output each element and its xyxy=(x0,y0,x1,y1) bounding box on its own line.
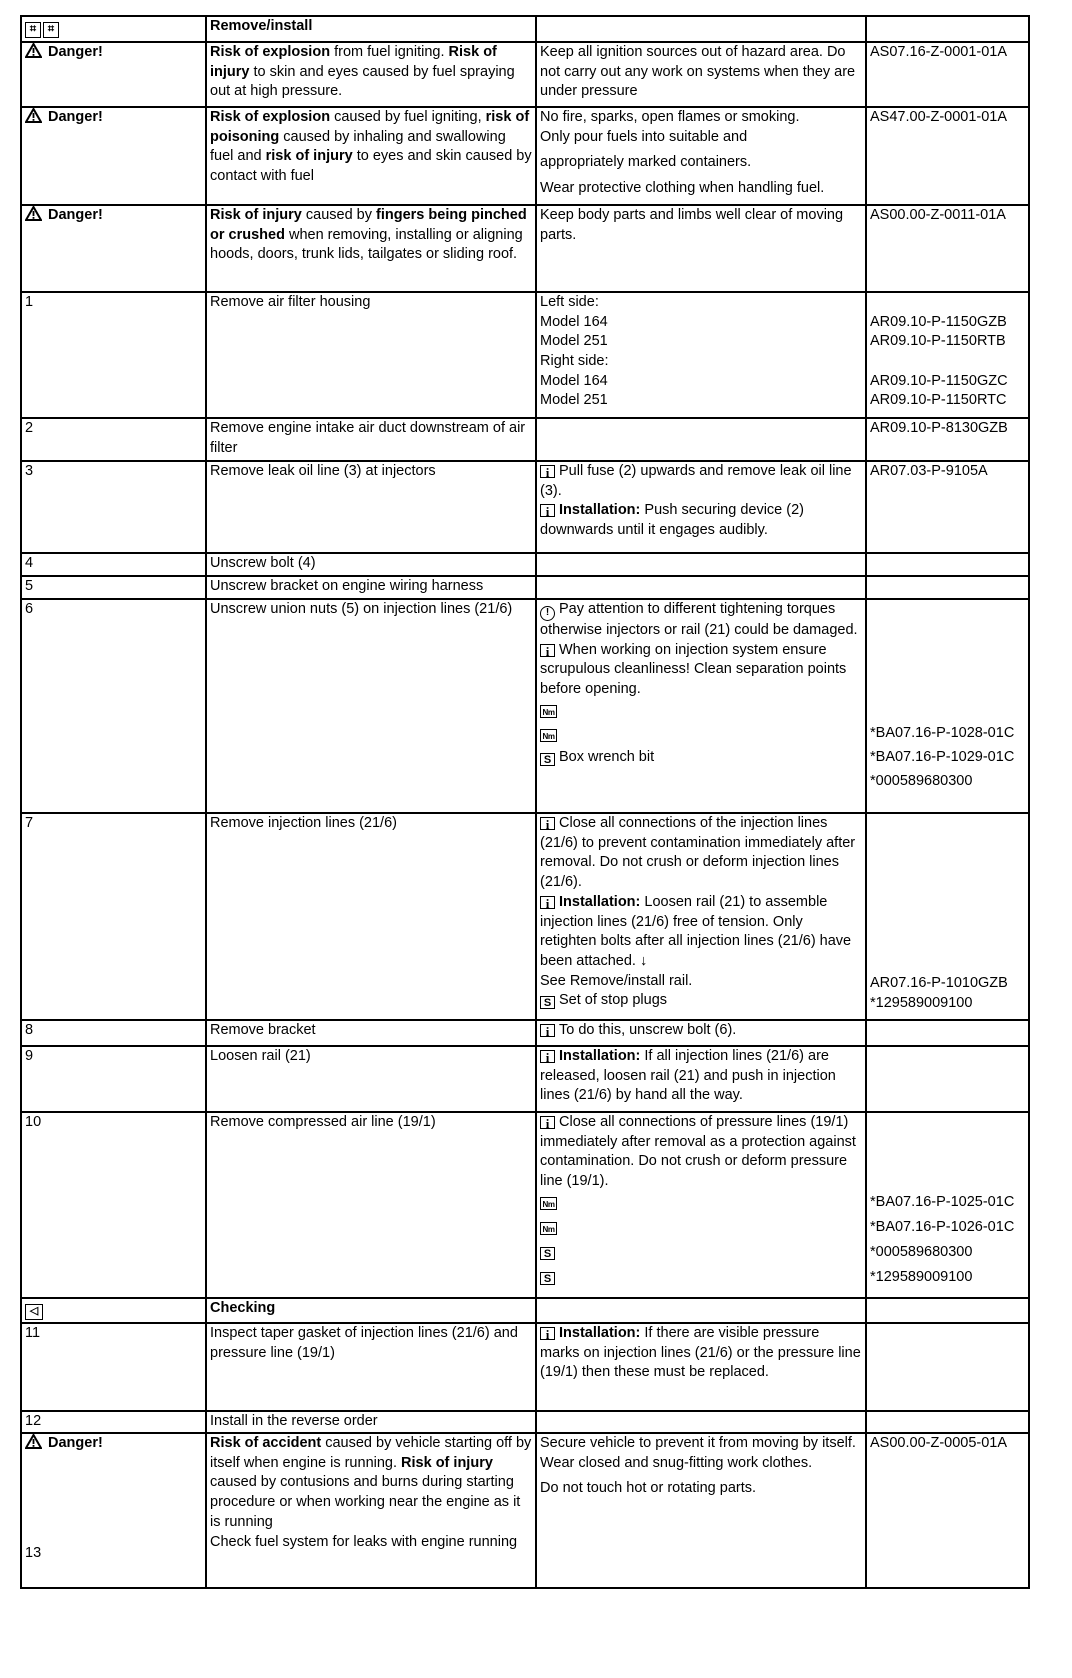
special-tool-icon: S xyxy=(540,1247,555,1260)
info-icon: i xyxy=(540,1024,555,1037)
info-icon: i xyxy=(540,1050,555,1063)
info-icon: i xyxy=(540,465,555,478)
procedure-table xyxy=(20,15,1030,1589)
step-notes: i Close all connections of the injection lines (21/6) to prevent contamination immediately after removal. Do not crush or deform injection lines (21/6). i Installation: Loosen rail (21) to assemble injection lines (21/6) free of tension. Only retighten bolts after all injection lines (21/6) have been attached. ↓ See Remove/install rail. S Set of stop plugs xyxy=(536,813,866,1020)
remove-install-icon: ⌗ xyxy=(25,22,41,38)
table-row xyxy=(21,292,1029,418)
reference-code: AR07.03-P-9105A xyxy=(866,461,1029,553)
arrow-down-icon: ↓ xyxy=(639,953,648,970)
reference-code: AS07.16-Z-0001-01A xyxy=(866,42,1029,107)
reference-codes: *BA07.16-P-1025-01C *BA07.16-P-1026-01C *000589680300 *129589009100 xyxy=(866,1112,1029,1298)
torque-nm-icon: Nm xyxy=(540,705,557,718)
special-tool-icon: S xyxy=(540,753,555,766)
reference-code: AS47.00-Z-0001-01A xyxy=(866,107,1029,205)
checking-icon: ◁ xyxy=(25,1304,43,1320)
step-text: Remove bracket xyxy=(206,1020,536,1046)
table-row xyxy=(21,1298,1029,1323)
danger-action: Secure vehicle to prevent it from moving by itself. Wear closed and snug-fitting work clothes. Do not touch hot or rotating parts. xyxy=(536,1433,866,1588)
step-number: 6 xyxy=(21,599,206,813)
info-icon: i xyxy=(540,644,555,657)
step-number: 5 xyxy=(21,576,206,599)
danger-description: Risk of explosion from fuel igniting. Risk of injury to skin and eyes caused by fuel spraying out at high pressure. xyxy=(206,42,536,107)
info-icon: i xyxy=(540,1327,555,1340)
table-row xyxy=(21,813,1029,1020)
info-icon: i xyxy=(540,896,555,909)
warning-triangle-icon xyxy=(25,1434,42,1456)
step-text: Check fuel system for leaks with engine running xyxy=(210,1533,518,1550)
danger-label: Danger! xyxy=(25,1435,103,1451)
table-row xyxy=(21,1020,1029,1046)
table-row xyxy=(21,1411,1029,1433)
step-text: Remove compressed air line (19/1) xyxy=(206,1112,536,1298)
step-text: Install in the reverse order xyxy=(206,1411,536,1433)
warning-triangle-icon xyxy=(25,108,42,130)
step-text: Remove injection lines (21/6) xyxy=(206,813,536,1020)
step-number: 10 xyxy=(21,1112,206,1298)
danger-action: Keep body parts and limbs well clear of moving parts. xyxy=(536,205,866,292)
reference-codes: *BA07.16-P-1028-01C *BA07.16-P-1029-01C *000589680300 xyxy=(866,599,1029,813)
section-title: Checking xyxy=(206,1298,536,1323)
reference-codes: AR09.10-P-1150GZB AR09.10-P-1150RTB AR09.10-P-1150GZC AR09.10-P-1150RTC xyxy=(866,292,1029,418)
step-number: 1 xyxy=(21,292,206,418)
info-icon: i xyxy=(540,504,555,517)
warning-triangle-icon xyxy=(25,206,42,228)
reference-code: AS00.00-Z-0005-01A xyxy=(866,1433,1029,1588)
step-text: Unscrew bracket on engine wiring harness xyxy=(206,576,536,599)
step-number: 2 xyxy=(21,418,206,461)
step-notes: Left side: Model 164 Model 251 Right side: Model 164 Model 251 xyxy=(536,292,866,418)
warning-triangle-icon xyxy=(25,43,42,65)
danger-description: Risk of injury caused by fingers being pinched or crushed when removing, installing or aligning hoods, doors, trunk lids, tailgates or sliding roof. xyxy=(206,205,536,292)
danger-action: No fire, sparks, open flames or smoking. Only pour fuels into suitable and appropriately marked containers. Wear protective clothing when handling fuel. xyxy=(536,107,866,205)
info-icon: i xyxy=(540,1116,555,1129)
step-text: Remove leak oil line (3) at injectors xyxy=(206,461,536,553)
step-number: 7 xyxy=(21,813,206,1020)
reference-code: AS00.00-Z-0011-01A xyxy=(866,205,1029,292)
remove-install-icon: ⌗ xyxy=(43,22,59,38)
danger-description: Risk of explosion caused by fuel igniting, risk of poisoning caused by inhaling and swallowing fuel and risk of injury to eyes and skin caused by contact with fuel xyxy=(206,107,536,205)
table-row xyxy=(21,553,1029,576)
step-number: 11 xyxy=(21,1323,206,1411)
danger-action: Keep all ignition sources out of hazard area. Do not carry out any work on systems when they are under pressure xyxy=(536,42,866,107)
table-row xyxy=(21,1046,1029,1112)
step-number: 13 xyxy=(25,1545,42,1561)
table-row xyxy=(21,1112,1029,1298)
special-tool-icon: S xyxy=(540,996,555,1009)
step-notes: ! Pay attention to different tightening torques otherwise injectors or rail (21) could be damaged. i When working on injection system ensure scrupulous cleanliness! Clean separation points before opening. Nm Nm S Box wrench bit xyxy=(536,599,866,813)
step-text: Loosen rail (21) xyxy=(206,1046,536,1112)
section-title: Remove/install xyxy=(206,16,536,42)
table-row xyxy=(21,576,1029,599)
reference-code: AR09.10-P-8130GZB xyxy=(866,418,1029,461)
step-number: 9 xyxy=(21,1046,206,1112)
step-number: 12 xyxy=(21,1411,206,1433)
table-row xyxy=(21,205,1029,292)
danger-label: Danger! xyxy=(25,44,103,60)
special-tool-icon: S xyxy=(540,1272,555,1285)
step-number: 4 xyxy=(21,553,206,576)
torque-nm-icon: Nm xyxy=(540,729,557,742)
step-notes: i Close all connections of pressure lines (19/1) immediately after removal as a protection against contamination. Do not crush or deform pressure line (19/1). Nm Nm S S xyxy=(536,1112,866,1298)
header-icons xyxy=(21,16,206,42)
step-text: Unscrew union nuts (5) on injection lines (21/6) xyxy=(206,599,536,813)
step-notes: i Pull fuse (2) upwards and remove leak oil line (3). i Installation: Push securing device (2) downwards until it engages audibly. xyxy=(536,461,866,553)
step-text: Remove air filter housing xyxy=(206,292,536,418)
caution-icon: ! xyxy=(540,606,555,621)
info-icon: i xyxy=(540,817,555,830)
torque-nm-icon: Nm xyxy=(540,1197,557,1210)
danger-label: Danger! xyxy=(25,109,103,125)
table-row xyxy=(21,418,1029,461)
step-notes: i Installation: If there are visible pressure marks on injection lines (21/6) or the pressure line (19/1) then these must be replaced. xyxy=(536,1323,866,1411)
table-row xyxy=(21,599,1029,813)
step-text: Unscrew bolt (4) xyxy=(206,553,536,576)
step-number: 8 xyxy=(21,1020,206,1046)
reference-codes: AR07.16-P-1010GZB *129589009100 xyxy=(866,813,1029,1020)
danger-label: Danger! xyxy=(25,207,103,223)
table-row xyxy=(21,461,1029,553)
table-row xyxy=(21,1433,1029,1588)
danger-description: Risk of accident caused by vehicle starting off by itself when engine is running. Risk of injury caused by contusions and burns during starting procedure or when working near the engine as it is running xyxy=(210,1435,532,1530)
step-text: Remove engine intake air duct downstream of air filter xyxy=(206,418,536,461)
step-number: 3 xyxy=(21,461,206,553)
table-row xyxy=(21,1323,1029,1411)
table-row xyxy=(21,107,1029,205)
step-notes: i Installation: If all injection lines (21/6) are released, loosen rail (21) and push in injection lines (21/6) by hand all the way. xyxy=(536,1046,866,1112)
step-text: Inspect taper gasket of injection lines (21/6) and pressure line (19/1) xyxy=(206,1323,536,1411)
step-notes: i To do this, unscrew bolt (6). xyxy=(536,1020,866,1046)
torque-nm-icon: Nm xyxy=(540,1222,557,1235)
table-row xyxy=(21,16,1029,42)
table-row xyxy=(21,42,1029,107)
